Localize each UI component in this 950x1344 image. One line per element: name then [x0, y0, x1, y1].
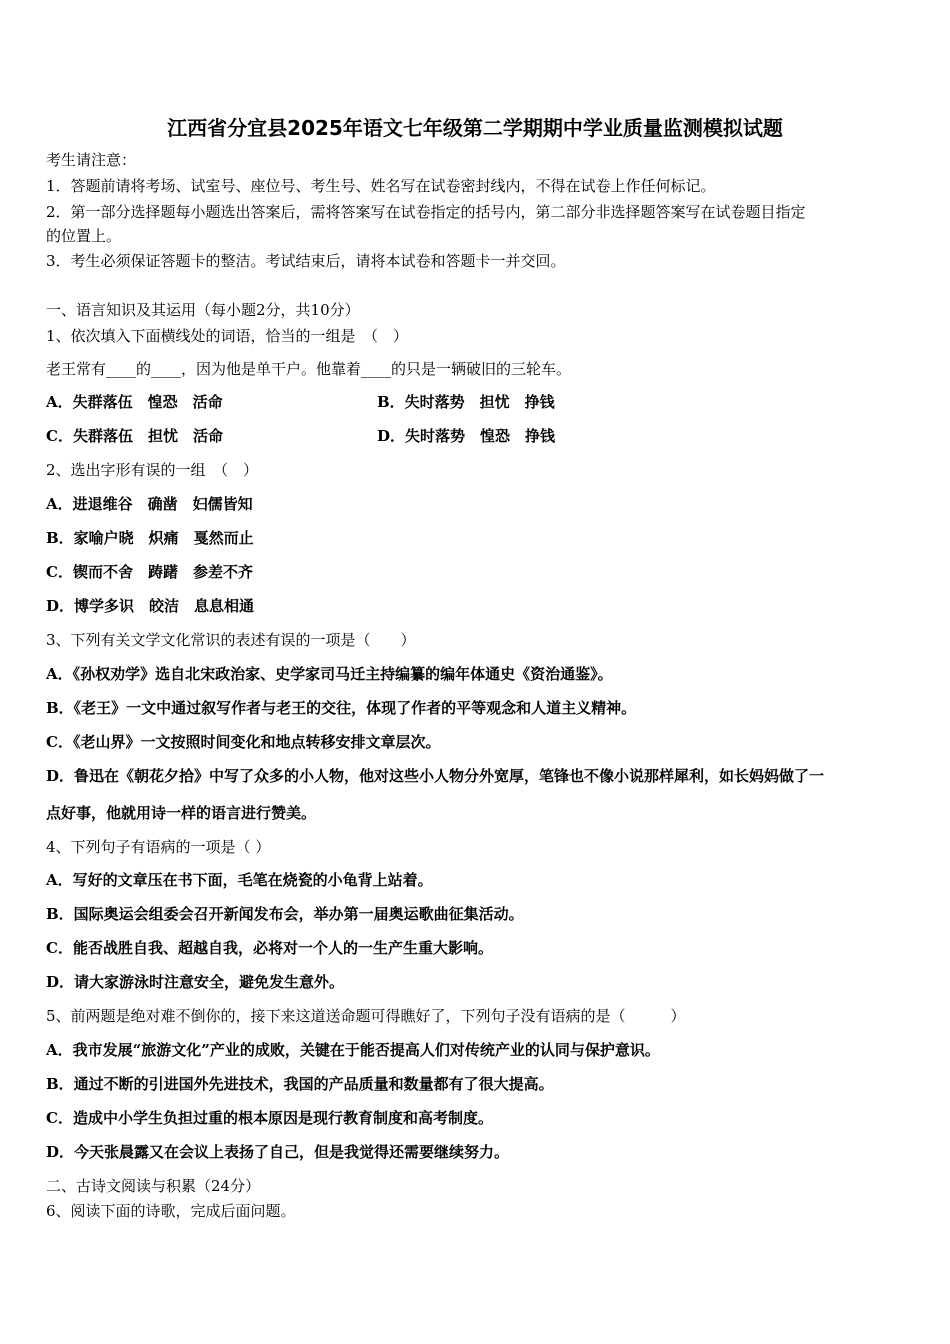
- question-4-stem: 4、下列句子有语病的一项是（ ）: [46, 838, 271, 856]
- notice-item-1: 1．答题前请将考场、试室号、座位号、考生号、姓名写在试卷密封线内，不得在试卷上作任何标记。: [46, 177, 716, 195]
- question-4-option-c: C．能否战胜自我、超越自我，必将对一个人的一生产生重大影响。: [46, 939, 493, 957]
- question-3-option-d: D．鲁迅在《朝花夕拾》中写了众多的小人物，他对这些小人物分外宽厚，笔锋也不像小说那样犀利，如长妈妈做了一: [46, 767, 825, 785]
- question-4-option-a: A．写好的文章压在书下面，毛笔在烧瓷的小龟背上站着。: [46, 871, 433, 889]
- question-6-stem: 6、阅读下面的诗歌，完成后面问题。: [46, 1202, 296, 1220]
- question-5-option-d: D．今天张晨露又在会议上表扬了自己，但是我觉得还需要继续努力。: [46, 1143, 510, 1161]
- section-2-heading: 二、古诗文阅读与积累（24分）: [46, 1177, 261, 1195]
- question-5-option-b: B．通过不断的引进国外先进技术，我国的产品质量和数量都有了很大提高。: [46, 1075, 554, 1093]
- section-1-heading: 一、语言知识及其运用（每小题2分，共10分）: [46, 301, 360, 319]
- question-5-stem: 5、前两题是绝对难不倒你的，接下来这道送命题可得瞧好了，下列句子没有语病的是（ ）: [46, 1007, 686, 1025]
- question-1-option-d: D．失时落势 惶恐 挣钱: [377, 427, 556, 445]
- question-3-stem: 3、下列有关文学文化常识的表述有误的一项是（ ）: [46, 631, 416, 649]
- question-1-option-c: C．失群落伍 担忧 活命: [46, 427, 223, 445]
- question-3-option-c: C．《老山界》一文按照时间变化和地点转移安排文章层次。: [46, 733, 441, 751]
- question-2-option-c: C．锲而不舍 踌躇 参差不齐: [46, 563, 253, 581]
- question-2-option-d: D．博学多识 皎洁 息息相通: [46, 597, 255, 615]
- question-5-option-c: C．造成中小学生负担过重的根本原因是现行教育制度和高考制度。: [46, 1109, 493, 1127]
- page-title: 江西省分宜县2025年语文七年级第二学期期中学业质量监测模拟试题: [167, 116, 783, 140]
- question-4-option-b: B．国际奥运会组委会召开新闻发布会，举办第一届奥运歌曲征集活动。: [46, 905, 524, 923]
- question-3-option-a: A．《孙权劝学》选自北宋政治家、史学家司马迁主持编纂的编年体通史《资治通鉴》。: [46, 665, 613, 683]
- question-5-option-a: A．我市发展“旅游文化”产业的成败，关键在于能否提高人们对传统产业的认同与保护意识。: [46, 1041, 660, 1059]
- question-2-option-a: A．进退维谷 确凿 妇儒皆知: [46, 495, 253, 513]
- notice-item-3: 3．考生必须保证答题卡的整洁。考试结束后，请将本试卷和答题卡一并交回。: [46, 252, 566, 270]
- question-3-option-b: B．《老王》一文中通过叙写作者与老王的交往，体现了作者的平等观念和人道主义精神。: [46, 699, 637, 717]
- question-4-option-d: D．请大家游泳时注意安全，避免发生意外。: [46, 973, 345, 991]
- notice-item-2-cont: 的位置上。: [46, 227, 122, 245]
- notice-heading: 考生请注意：: [46, 151, 137, 169]
- notice-item-2: 2．第一部分选择题每小题选出答案后，需将答案写在试卷指定的括号内，第二部分非选择题答案写在试卷题目指定: [46, 203, 806, 221]
- question-2-stem: 2、选出字形有误的一组 （ ）: [46, 461, 259, 479]
- question-2-option-b: B．家喻户晓 炽痛 戛然而止: [46, 529, 254, 547]
- question-3-option-d-cont: 点好事，他就用诗一样的语言进行赞美。: [46, 804, 317, 822]
- question-1-sentence: 老王常有____的____，因为他是单干户。他靠着____的只是一辆破旧的三轮车。: [46, 360, 572, 378]
- question-1-option-b: B．失时落势 担忧 挣钱: [377, 393, 555, 411]
- question-1-stem: 1、依次填入下面横线处的词语，恰当的一组是 （ ）: [46, 327, 409, 345]
- question-1-option-a: A．失群落伍 惶恐 活命: [46, 393, 223, 411]
